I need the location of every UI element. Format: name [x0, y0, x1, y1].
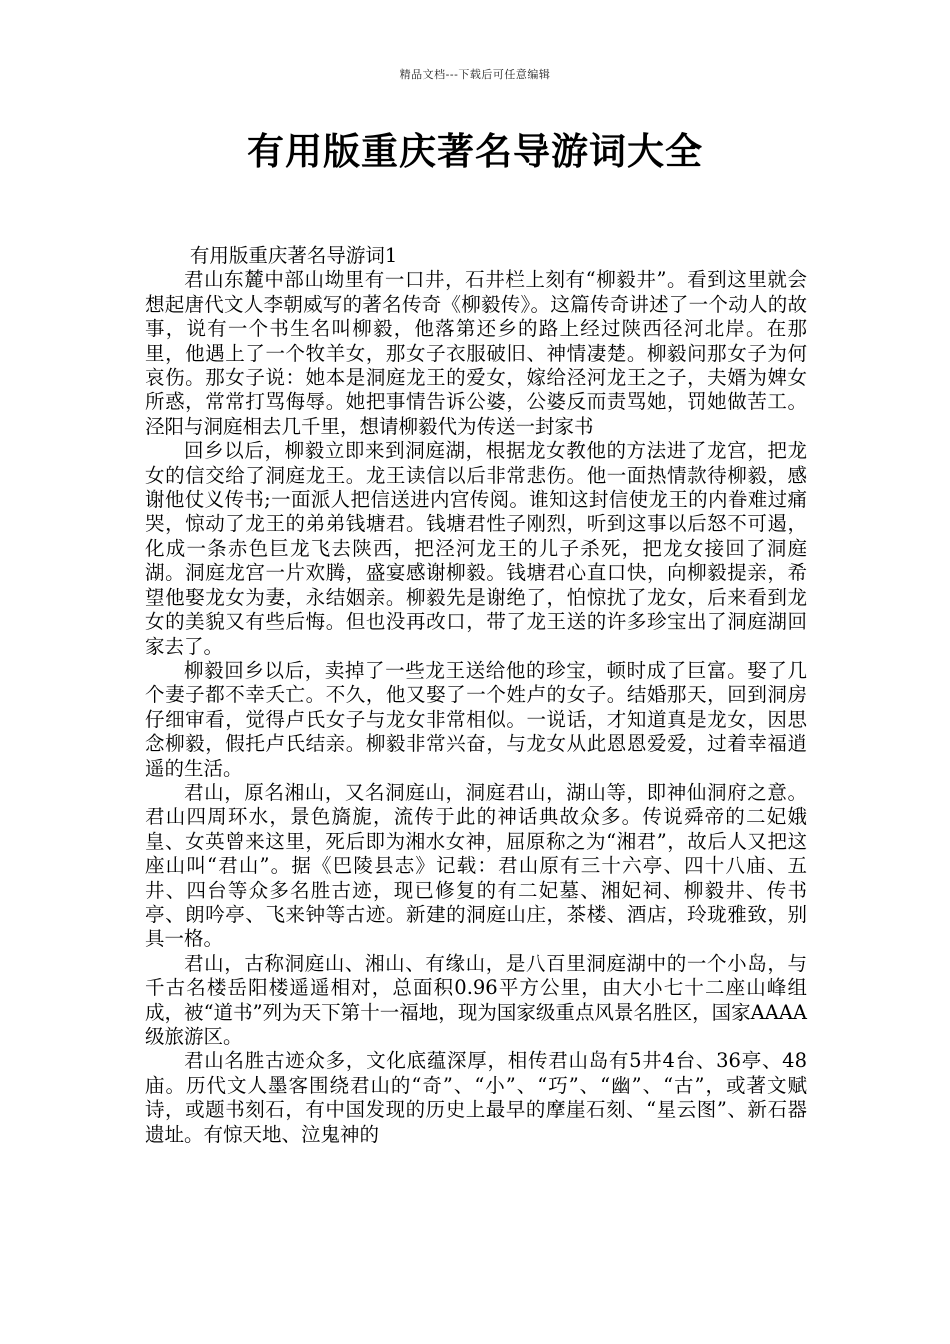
paragraph-6: 君山名胜古迹众多，文化底蕴深厚，相传君山岛有5井4台、36亭、48庙。历代文人墨客围绕君山的“奇”、“小”、“巧”、“幽”、“古”，或著文赋诗，或题书刻石，有中国发现的历史上最早的摩崖石刻、“星云图”、新石器遗址。有惊天地、泣鬼神的	[145, 1049, 807, 1146]
document-body	[145, 244, 807, 1147]
paragraph-1: 君山东麓中部山坳里有一口井，石井栏上刻有“柳毅井”。看到这里就会想起唐代文人李朝威写的著名传奇《柳毅传》。这篇传奇讲述了一个动人的故事，说有一个书生名叫柳毅，他落第还乡的路上经过陕西径河北岸。在那里，他遇上了一个牧羊女，那女子衣服破旧、神情凄楚。柳毅问那女子为何哀伤。那女子说：她本是洞庭龙王的爱女，嫁给泾河龙王之子，夫婿为婢女所惑，常常打骂侮辱。她把事情告诉公婆，公婆反而责骂她，罚她做苦工。泾阳与洞庭相去几千里，想请柳毅代为传送一封家书	[145, 268, 807, 438]
paragraph-4: 君山，原名湘山，又名洞庭山，洞庭君山，湖山等，即神仙洞府之意。君山四周环水，景色旖旎，流传于此的神话典故众多。传说舜帝的二妃娥皇、女英曾来这里，死后即为湘水女神，屈原称之为“湘君”，故后人又把这座山叫“君山”。据《巴陵县志》记载：君山原有三十六亭、四十八庙、五井、四台等众多名胜古迹，现已修复的有二妃墓、湘妃祠、柳毅井、传书亭、朗吟亭、飞来钟等古迹。新建的洞庭山庄，茶楼、酒店，玲珑雅致，别具一格。	[145, 780, 807, 951]
section-heading: 有用版重庆著名导游词1	[189, 244, 398, 267]
paragraph-2: 回乡以后，柳毅立即来到洞庭湖，根据龙女教他的方法进了龙宫，把龙女的信交给了洞庭龙王。龙王读信以后非常悲伤。他一面热情款待柳毅，感谢他仗义传书;一面派人把信送进内宫传阅。谁知这封信使龙王的内眷难过痛哭，惊动了龙王的弟弟钱塘君。钱塘君性子刚烈，听到这事以后怒不可遏，化成一条赤色巨龙飞去陕西，把泾河龙王的儿子杀死，把龙女接回了洞庭湖。洞庭龙宫一片欢腾，盛宴感谢柳毅。钱塘君心直口快，向柳毅提亲，希望他娶龙女为妻，永结姻亲。柳毅先是谢绝了，怕惊扰了龙女，后来看到龙女的美貌又有些后悔。但也没再改口，带了龙王送的许多珍宝出了洞庭湖回家去了。	[145, 439, 807, 658]
header-note: 精品文档---下载后可任意编辑	[399, 68, 551, 81]
paragraph-5: 君山，古称洞庭山、湘山、有缘山，是八百里洞庭湖中的一个小岛，与千古名楼岳阳楼遥遥相对，总面积0.96平方公里，由大小七十二座山峰组成，被“道书”列为天下第十一福地，现为国家级重点风景名胜区，国家AAAA级旅游区。	[145, 951, 807, 1048]
document-title: 有用版重庆著名导游词大全	[247, 130, 703, 173]
paragraph-3: 柳毅回乡以后，卖掉了一些龙王送给他的珍宝，顿时成了巨富。娶了几个妻子都不幸夭亡。不久，他又娶了一个姓卢的女子。结婚那天，回到洞房仔细审看，觉得卢氏女子与龙女非常相似。一说话，才知道真是龙女，因思念柳毅，假托卢氏结亲。柳毅非常兴奋，与龙女从此恩恩爱爱，过着幸福逍遥的生活。	[145, 658, 807, 780]
